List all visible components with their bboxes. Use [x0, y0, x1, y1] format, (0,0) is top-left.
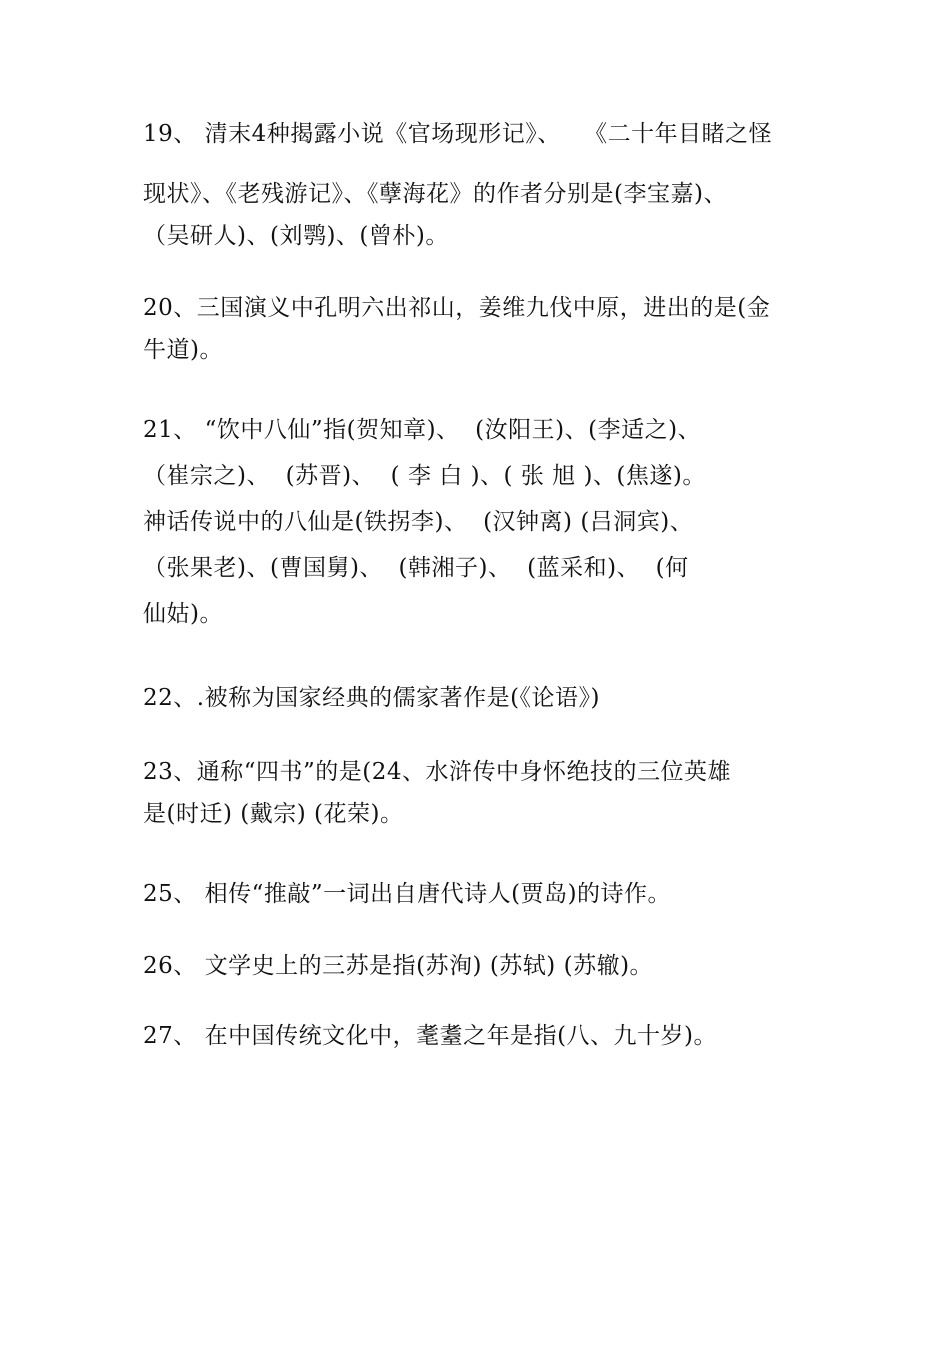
text-line: 23、通称“四书”的是(24、水浒传中身怀绝技的三位英雄	[143, 759, 732, 785]
text-line: 是(时迁) (戴宗) (花荣)。	[143, 801, 404, 827]
text-line: （崔宗之)、 (苏晋)、 ( 李 白 )、( 张 旭 )、(焦遂)。	[143, 463, 706, 489]
text-line: 27、 在中国传统文化中，耄耋之年是指(八、九十岁)。	[143, 1023, 718, 1049]
text-line: 21、 “饮中八仙”指(贺知章)、 (汝阳王)、(李适之)、	[143, 417, 702, 443]
text-line: 神话传说中的八仙是(铁拐李)、 (汉钟离) (吕洞宾)、	[143, 509, 694, 535]
text-line: 牛道)。	[143, 337, 223, 363]
text-line: 现状》、《老残游记》、《孽海花》的作者分别是(李宝嘉)、	[143, 181, 727, 207]
text-line: 22、.被称为国家经典的儒家著作是(《论语》)	[143, 685, 601, 711]
text-line: 19、 清末4种揭露小说《官场现形记》、 《二十年目睹之怪	[143, 121, 773, 147]
text-line: （张果老)、(曹国舅)、 (韩湘子)、 (蓝采和)、 (何	[143, 555, 689, 581]
text-line: （吴研人)、(刘鹗)、(曾朴)。	[143, 223, 449, 249]
text-line: 20、三国演义中孔明六出祁山，姜维九伐中原，进出的是(金	[143, 295, 771, 321]
text-line: 26、 文学史上的三苏是指(苏洵) (苏轼) (苏辙)。	[143, 953, 654, 979]
text-line: 25、 相传“推敲”一词出自唐代诗人(贾岛)的诗作。	[143, 881, 672, 907]
text-line: 仙姑)。	[143, 601, 223, 627]
